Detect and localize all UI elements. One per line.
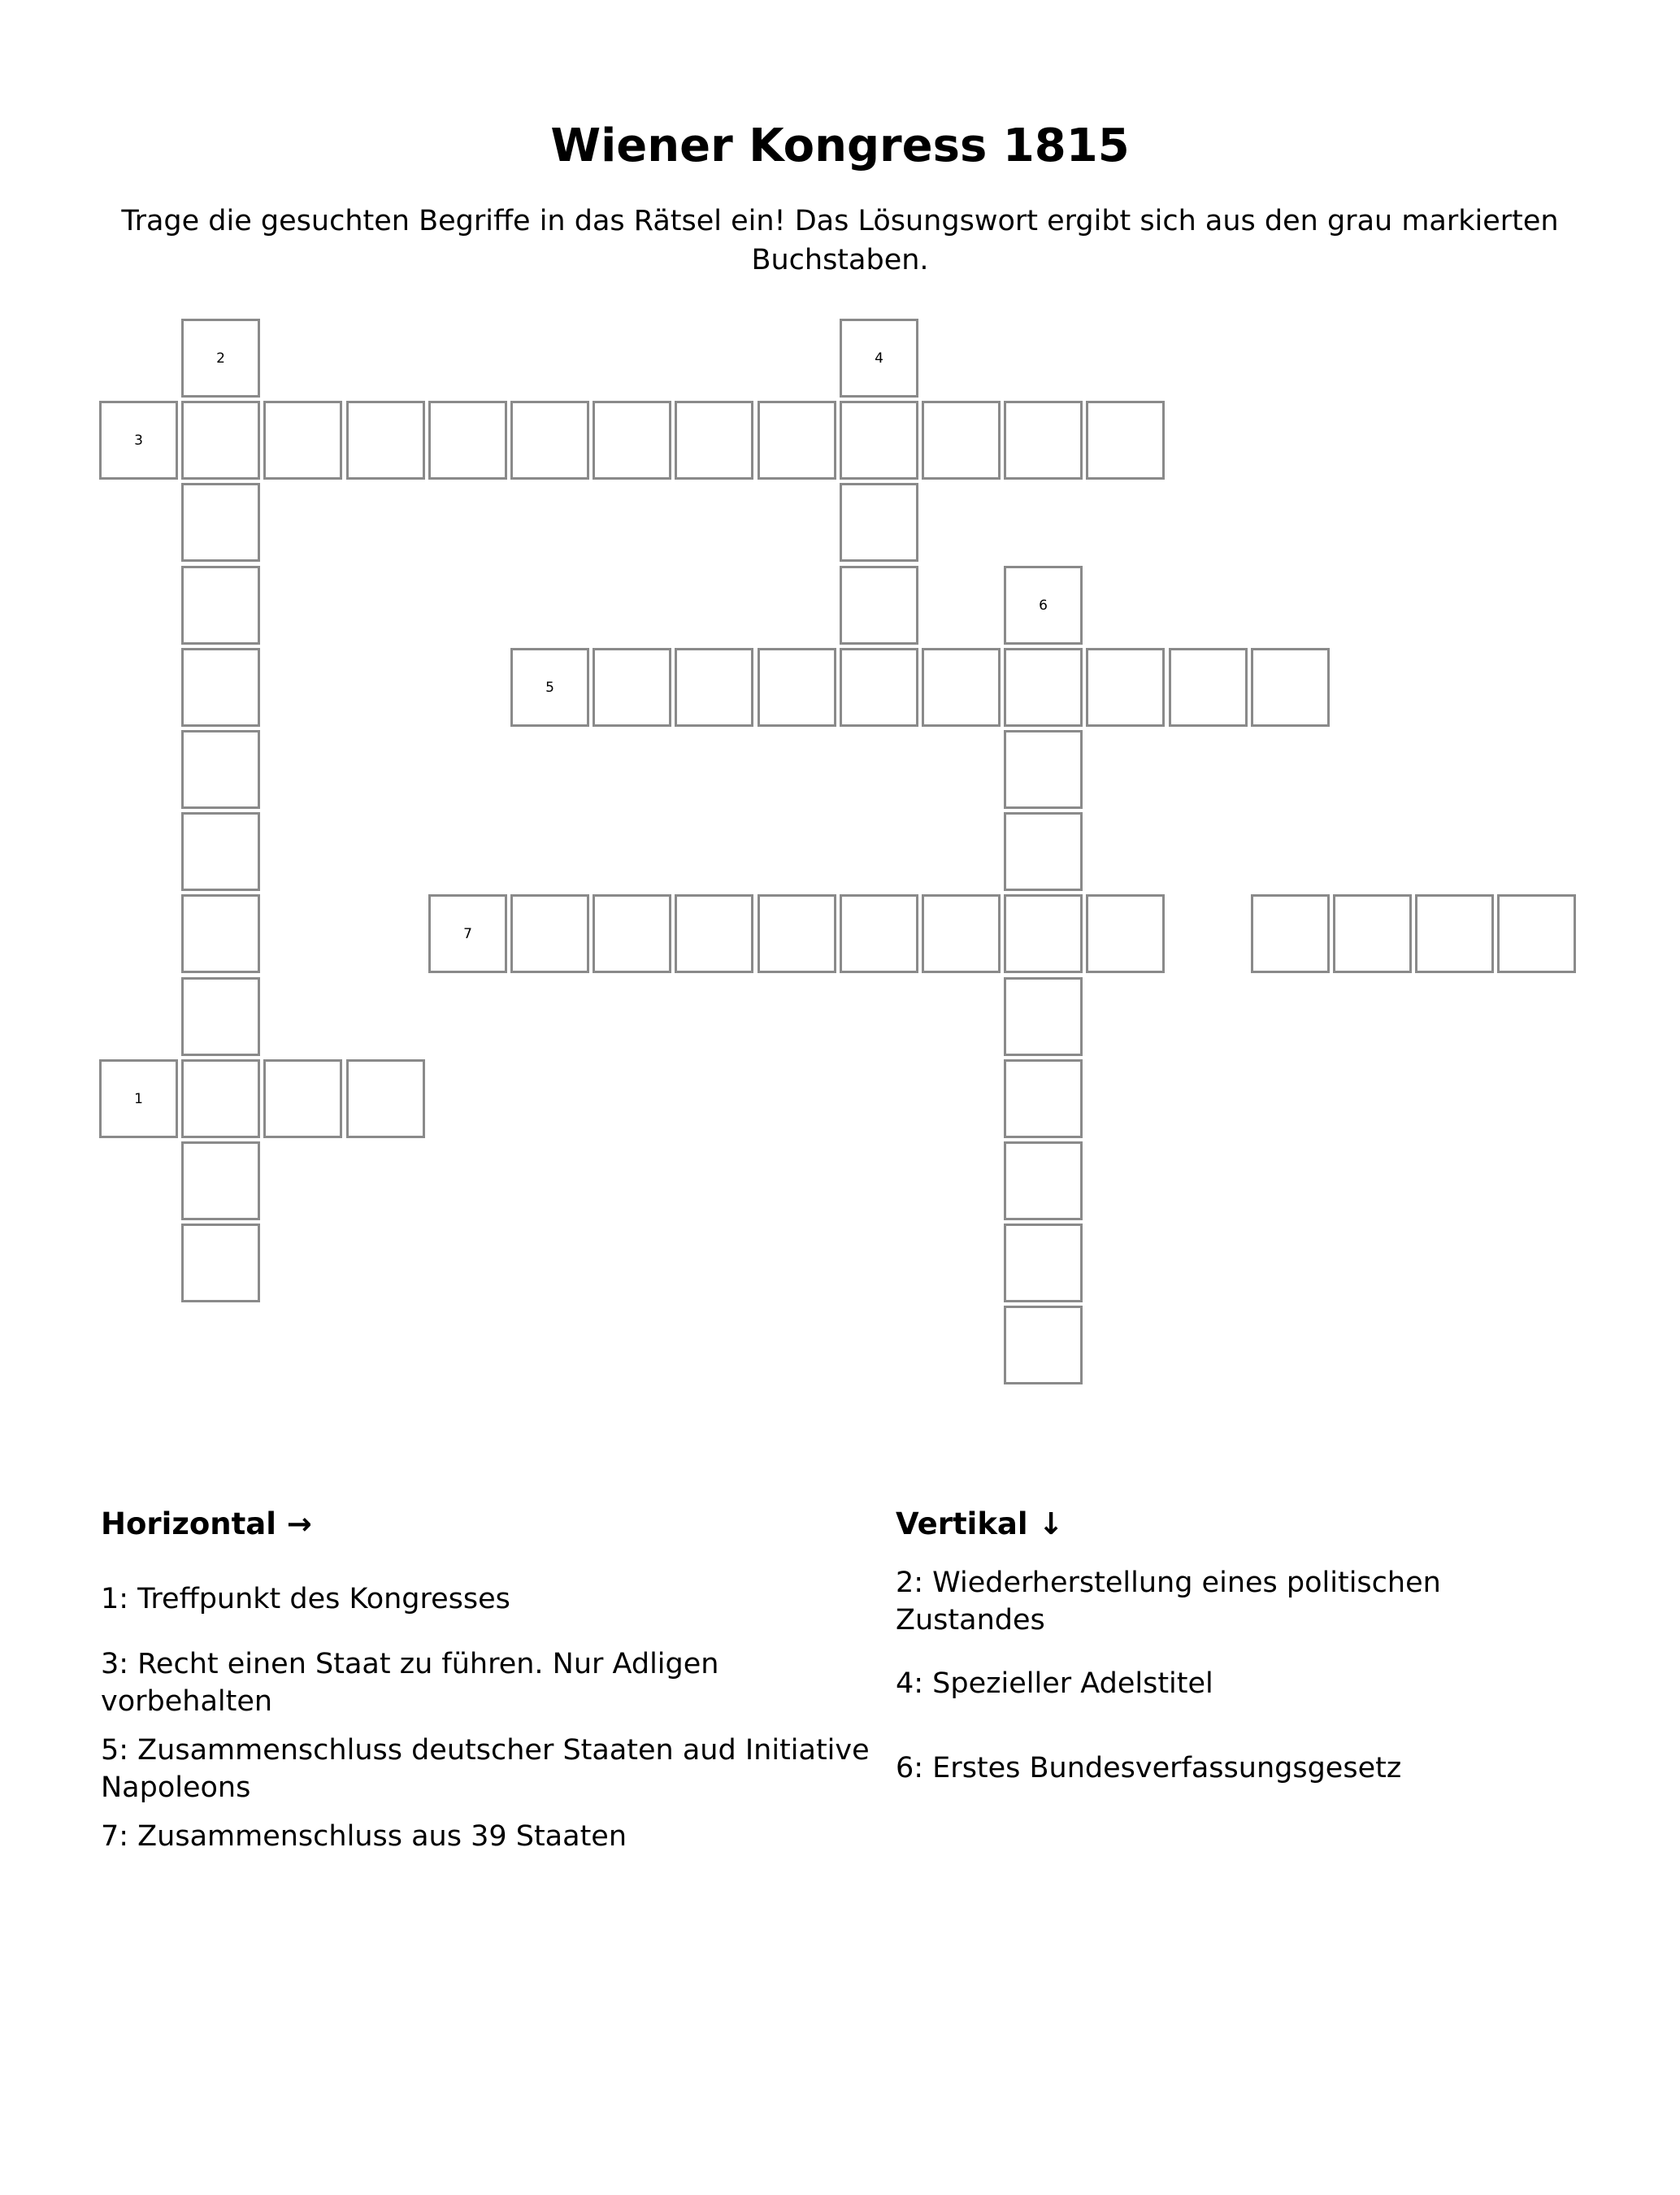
crossword-cell[interactable] — [1004, 730, 1083, 809]
crossword-numbered-cell[interactable] — [510, 648, 589, 727]
clue-horizontal-1: 1: Treffpunkt des Kongresses — [101, 1583, 510, 1615]
crossword-cell[interactable] — [1251, 648, 1330, 727]
crossword-cell[interactable] — [263, 401, 342, 480]
crossword-cell[interactable] — [1086, 894, 1165, 973]
crossword-cell[interactable] — [1004, 894, 1083, 973]
cell-number: 6 — [1039, 598, 1048, 614]
crossword-cell[interactable] — [1415, 894, 1494, 973]
crossword-cell[interactable] — [1333, 894, 1412, 973]
instructions-text: Trage die gesuchten Begriffe in das Rätsel ein! Das Lösungswort ergibt sich aus den grau markierten Buchstaben. — [121, 205, 1559, 276]
crossword-cell[interactable] — [181, 894, 260, 973]
crossword-cell[interactable] — [675, 401, 753, 480]
crossword-cell[interactable] — [1251, 894, 1330, 973]
crossword-cell[interactable] — [1004, 1306, 1083, 1384]
crossword-cell[interactable] — [840, 894, 918, 973]
crossword-cell[interactable] — [181, 730, 260, 809]
crossword-numbered-cell[interactable] — [428, 894, 507, 973]
crossword-cell[interactable] — [922, 648, 1001, 727]
crossword-cell[interactable] — [1497, 894, 1576, 973]
crossword-cell[interactable] — [181, 1059, 260, 1138]
cell-number: 4 — [875, 350, 883, 367]
crossword-cell[interactable] — [1004, 812, 1083, 891]
horizontal-clues — [101, 1506, 881, 1853]
crossword-numbered-cell[interactable] — [840, 319, 918, 398]
crossword-cell[interactable] — [1169, 648, 1248, 727]
crossword-cell[interactable] — [1004, 648, 1083, 727]
clue-horizontal-5: 5: Zusammenschluss deutscher Staaten aud Initiative Napoleons — [101, 1734, 870, 1804]
crossword-cell[interactable] — [593, 401, 671, 480]
crossword-cell[interactable] — [181, 812, 260, 891]
crossword-cell[interactable] — [922, 894, 1001, 973]
crossword-cell[interactable] — [840, 648, 918, 727]
crossword-cell[interactable] — [1004, 1224, 1083, 1302]
cell-number: 1 — [134, 1091, 143, 1107]
crossword-cell[interactable] — [1086, 401, 1165, 480]
vertical-heading: Vertikal ↓ — [896, 1506, 1064, 1541]
clue-horizontal-3: 3: Recht einen Staat zu führen. Nur Adligen vorbehalten — [101, 1648, 719, 1718]
crossword-cell[interactable] — [1004, 401, 1083, 480]
crossword-cell[interactable] — [593, 648, 671, 727]
crossword-cell[interactable] — [675, 894, 753, 973]
crossword-cell[interactable] — [428, 401, 507, 480]
vertical-clues — [896, 1506, 1676, 1784]
crossword-cell[interactable] — [758, 894, 836, 973]
crossword-cell[interactable] — [840, 483, 918, 562]
crossword-cell[interactable] — [181, 648, 260, 727]
page-title: Wiener Kongress 1815 — [550, 120, 1130, 172]
crossword-cell[interactable] — [840, 401, 918, 480]
clue-vertical-2: 2: Wiederherstellung eines politischen Zustandes — [896, 1567, 1441, 1636]
crossword-cell[interactable] — [181, 483, 260, 562]
cell-number: 3 — [134, 432, 143, 449]
crossword-cell[interactable] — [675, 648, 753, 727]
crossword-cell[interactable] — [1004, 977, 1083, 1056]
crossword-cell[interactable] — [510, 894, 589, 973]
cell-number: 2 — [216, 350, 225, 367]
crossword-numbered-cell[interactable] — [99, 401, 178, 480]
crossword-cell[interactable] — [1086, 648, 1165, 727]
crossword-cell[interactable] — [922, 401, 1001, 480]
crossword-cell[interactable] — [346, 1059, 425, 1138]
crossword-cell[interactable] — [1004, 1059, 1083, 1138]
crossword-cell[interactable] — [181, 401, 260, 480]
crossword-numbered-cell[interactable] — [1004, 566, 1083, 645]
crossword-cell[interactable] — [758, 401, 836, 480]
crossword-cell[interactable] — [1004, 1141, 1083, 1220]
horizontal-heading: Horizontal → — [101, 1506, 312, 1541]
crossword-cell[interactable] — [593, 894, 671, 973]
crossword-cell[interactable] — [181, 566, 260, 645]
crossword-cell[interactable] — [263, 1059, 342, 1138]
clue-horizontal-7: 7: Zusammenschluss aus 39 Staaten — [101, 1820, 627, 1853]
clue-vertical-6: 6: Erstes Bundesverfassungsgesetz — [896, 1752, 1402, 1784]
crossword-numbered-cell[interactable] — [99, 1059, 178, 1138]
cell-number: 7 — [463, 926, 472, 942]
crossword-cell[interactable] — [510, 401, 589, 480]
crossword-cell[interactable] — [346, 401, 425, 480]
crossword-cell[interactable] — [181, 1141, 260, 1220]
crossword-cell[interactable] — [181, 1224, 260, 1302]
crossword-numbered-cell[interactable] — [181, 319, 260, 398]
crossword-cell[interactable] — [840, 566, 918, 645]
clue-vertical-4: 4: Spezieller Adelstitel — [896, 1667, 1213, 1700]
cell-number: 5 — [545, 680, 554, 696]
crossword-cell[interactable] — [758, 648, 836, 727]
crossword-cell[interactable] — [181, 977, 260, 1056]
